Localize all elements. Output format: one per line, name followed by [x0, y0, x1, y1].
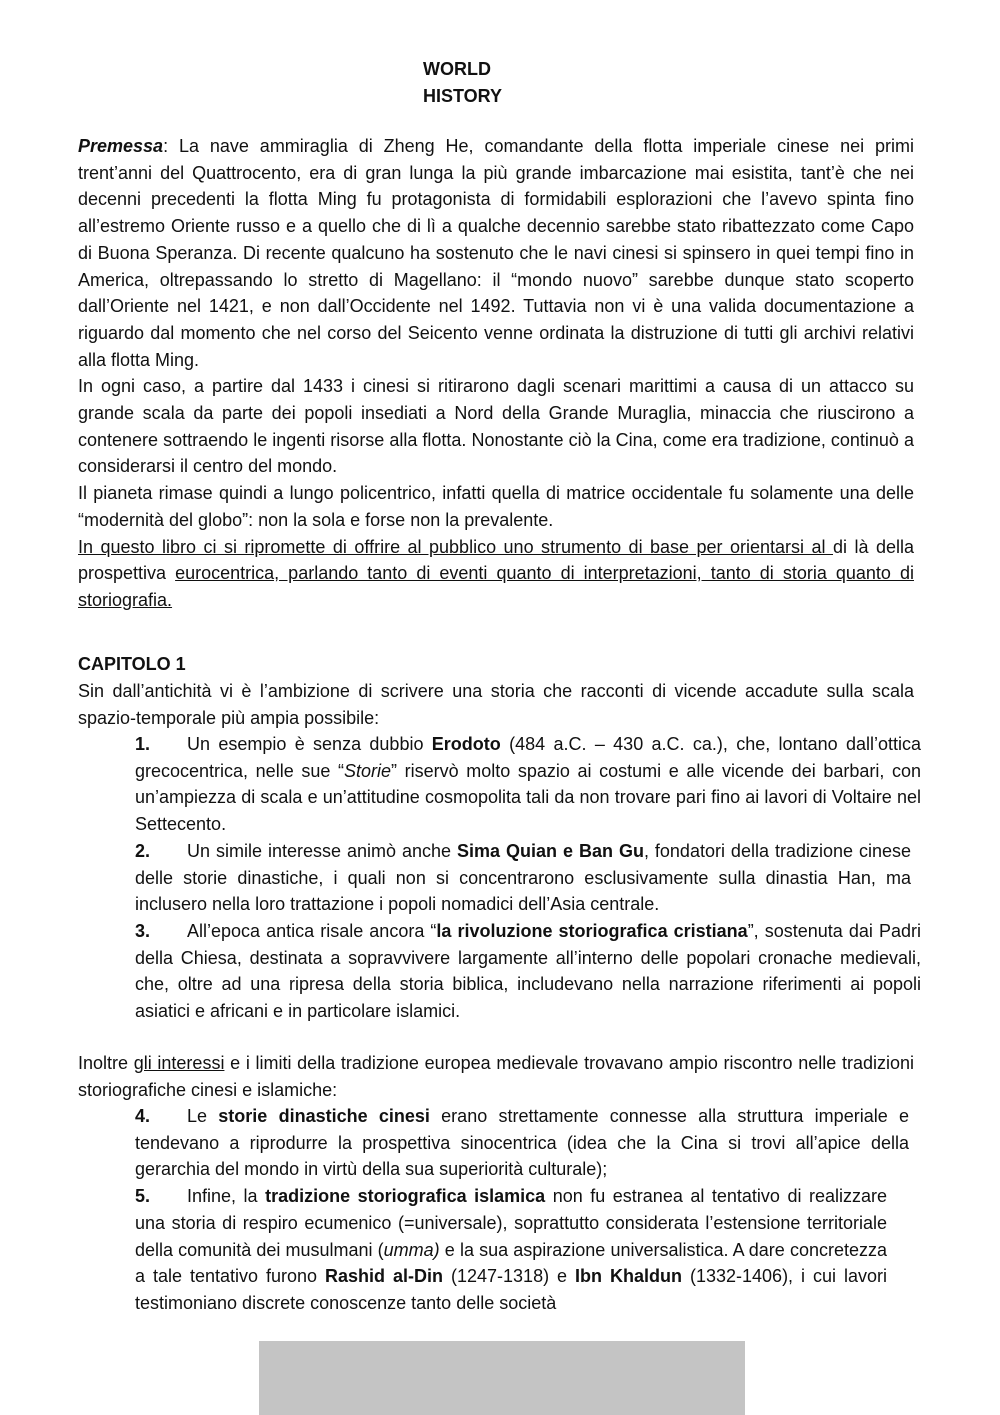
premessa-paragraph-2: In ogni caso, a partire dal 1433 i cinesi si ritirarono dagli scenari marittimi a causa di un attacco su grande scala da parte dei popoli insediati a Nord della Grande Muraglia, minaccia che riuscirono a contenere sottraendo le ingenti risorse alla flotta. Nonostante ciò la Cina, come era tradizione, continuò a considerarsi il centro del mondo.: [78, 376, 914, 477]
list-item: 1. Un esempio è senza dubbio Erodoto (484 a.C. – 430 a.C. ca.), che, lontano dall’ottica grecocentrica, nelle sue “Storie” riservò molto spazio ai costumi e alle vicende dei barbari, con un’ampiezza di scala e un’attitudine cosmopolita tali da non trovare pari fino ai lavori di Voltaire nel Settecento.: [135, 734, 921, 835]
premessa-paragraph-1: Premessa: La nave ammiraglia di Zheng He, comandante della flotta imperiale cinese nei primi trent’anni del Quattrocento, era di gran lunga la più grande imbarcazione mai esistita, tant’è che nei decenni precedenti la flotta Ming fu protagonista di formidabili esplorazioni che l’avevo spinta fino all’estremo Oriente russo e a quello che di lì a qualche decennio sarebbe stato ribattezzato come Capo di Buona Speranza. Di recente qualcuno ha sostenuto che le navi cinesi si spinsero in quei tempi fino in America, oltrepassando lo stretto di Magellano: il “mondo nuovo” sarebbe dunque stato scoperto dall’Oriente nel 1421, e non dall’Occidente nel 1492. Tuttavia non vi è una valida documentazione a riguardo dal momento che nel corso del Seicento venne ordinata la distruzione di tutti gli archivi relativi alla flotta Ming.: [78, 136, 914, 370]
list-part-1: [135, 731, 921, 1025]
list-item: 2. Un simile interesse animò anche Sima Quian e Ban Gu, fondatori della tradizione cinese delle storie dinastiche, i quali non si concentrarono esclusivamente sulla dinastia Han, ma inclusero nella loro trattazione i popoli nomadici dell’Asia centrale.: [135, 840, 911, 915]
document-title: [423, 56, 502, 110]
title-line-1: WORLD: [423, 59, 491, 79]
premessa-paragraph-4: In questo libro ci si ripromette di offrire al pubblico uno strumento di base per orientarsi al di là della prospettiva eurocentrica, parlando tanto di eventi quanto di interpretazioni, tanto di storia quanto di storiografia.: [78, 536, 914, 610]
list-item: 4. Le storie dinastiche cinesi erano strettamente connesse alla struttura imperiale e tendevano a riprodurre la prospettiva sinocentrica (idea che la Cina si trovi all’apice della gerarchia del mondo in virtù della sua superiorità culturale);: [135, 1106, 909, 1180]
redaction-block: [259, 1341, 745, 1415]
title-line-2: HISTORY: [423, 86, 503, 106]
chapter-intro: Sin dall’antichità vi è l’ambizione di scrivere una storia che racconti di vicende accadute sulla scala spazio-temporale più ampia possibile:: [78, 681, 914, 728]
premessa-label: Premessa: [78, 136, 164, 156]
chapter-bridge: Inoltre gli interessi e i limiti della tradizione europea medievale trovavano ampio riscontro nelle tradizioni storiografiche cinesi e islamiche:: [78, 1053, 914, 1100]
list-part-2: [135, 1103, 909, 1317]
premessa-section: [78, 133, 914, 614]
list-item: 5. Infine, la tradizione storiografica islamica non fu estranea al tentativo di realizzare una storia di respiro ecumenico (=universale), soprattutto considerata l’estensione territoriale della comunità dei musulmani (umma) e la sua aspirazione universalistica. A dare concretezza a tale tentativo furono Rashid al-Din (1247-1318) e Ibn Khaldun (1332-1406), i cui lavori testimoniano discrete conoscenze tanto delle società: [135, 1186, 888, 1313]
chapter-heading: CAPITOLO 1: [78, 654, 186, 674]
list-item: 3. All’epoca antica risale ancora “la rivoluzione storiografica cristiana”, sostenuta dai Padri della Chiesa, destinata a sopravvivere largamente all’interno delle popolari cronache medievali, che, oltre ad una ripresa della storia biblica, includevano nella narrazione riferimenti ai popoli asiatici e africani e in particolare islamici.: [135, 920, 921, 1022]
premessa-paragraph-3: Il pianeta rimase quindi a lungo policentrico, infatti quella di matrice occidentale fu solamente una delle “modernità del globo”: non la sola e forse non la prevalente.: [78, 483, 914, 530]
